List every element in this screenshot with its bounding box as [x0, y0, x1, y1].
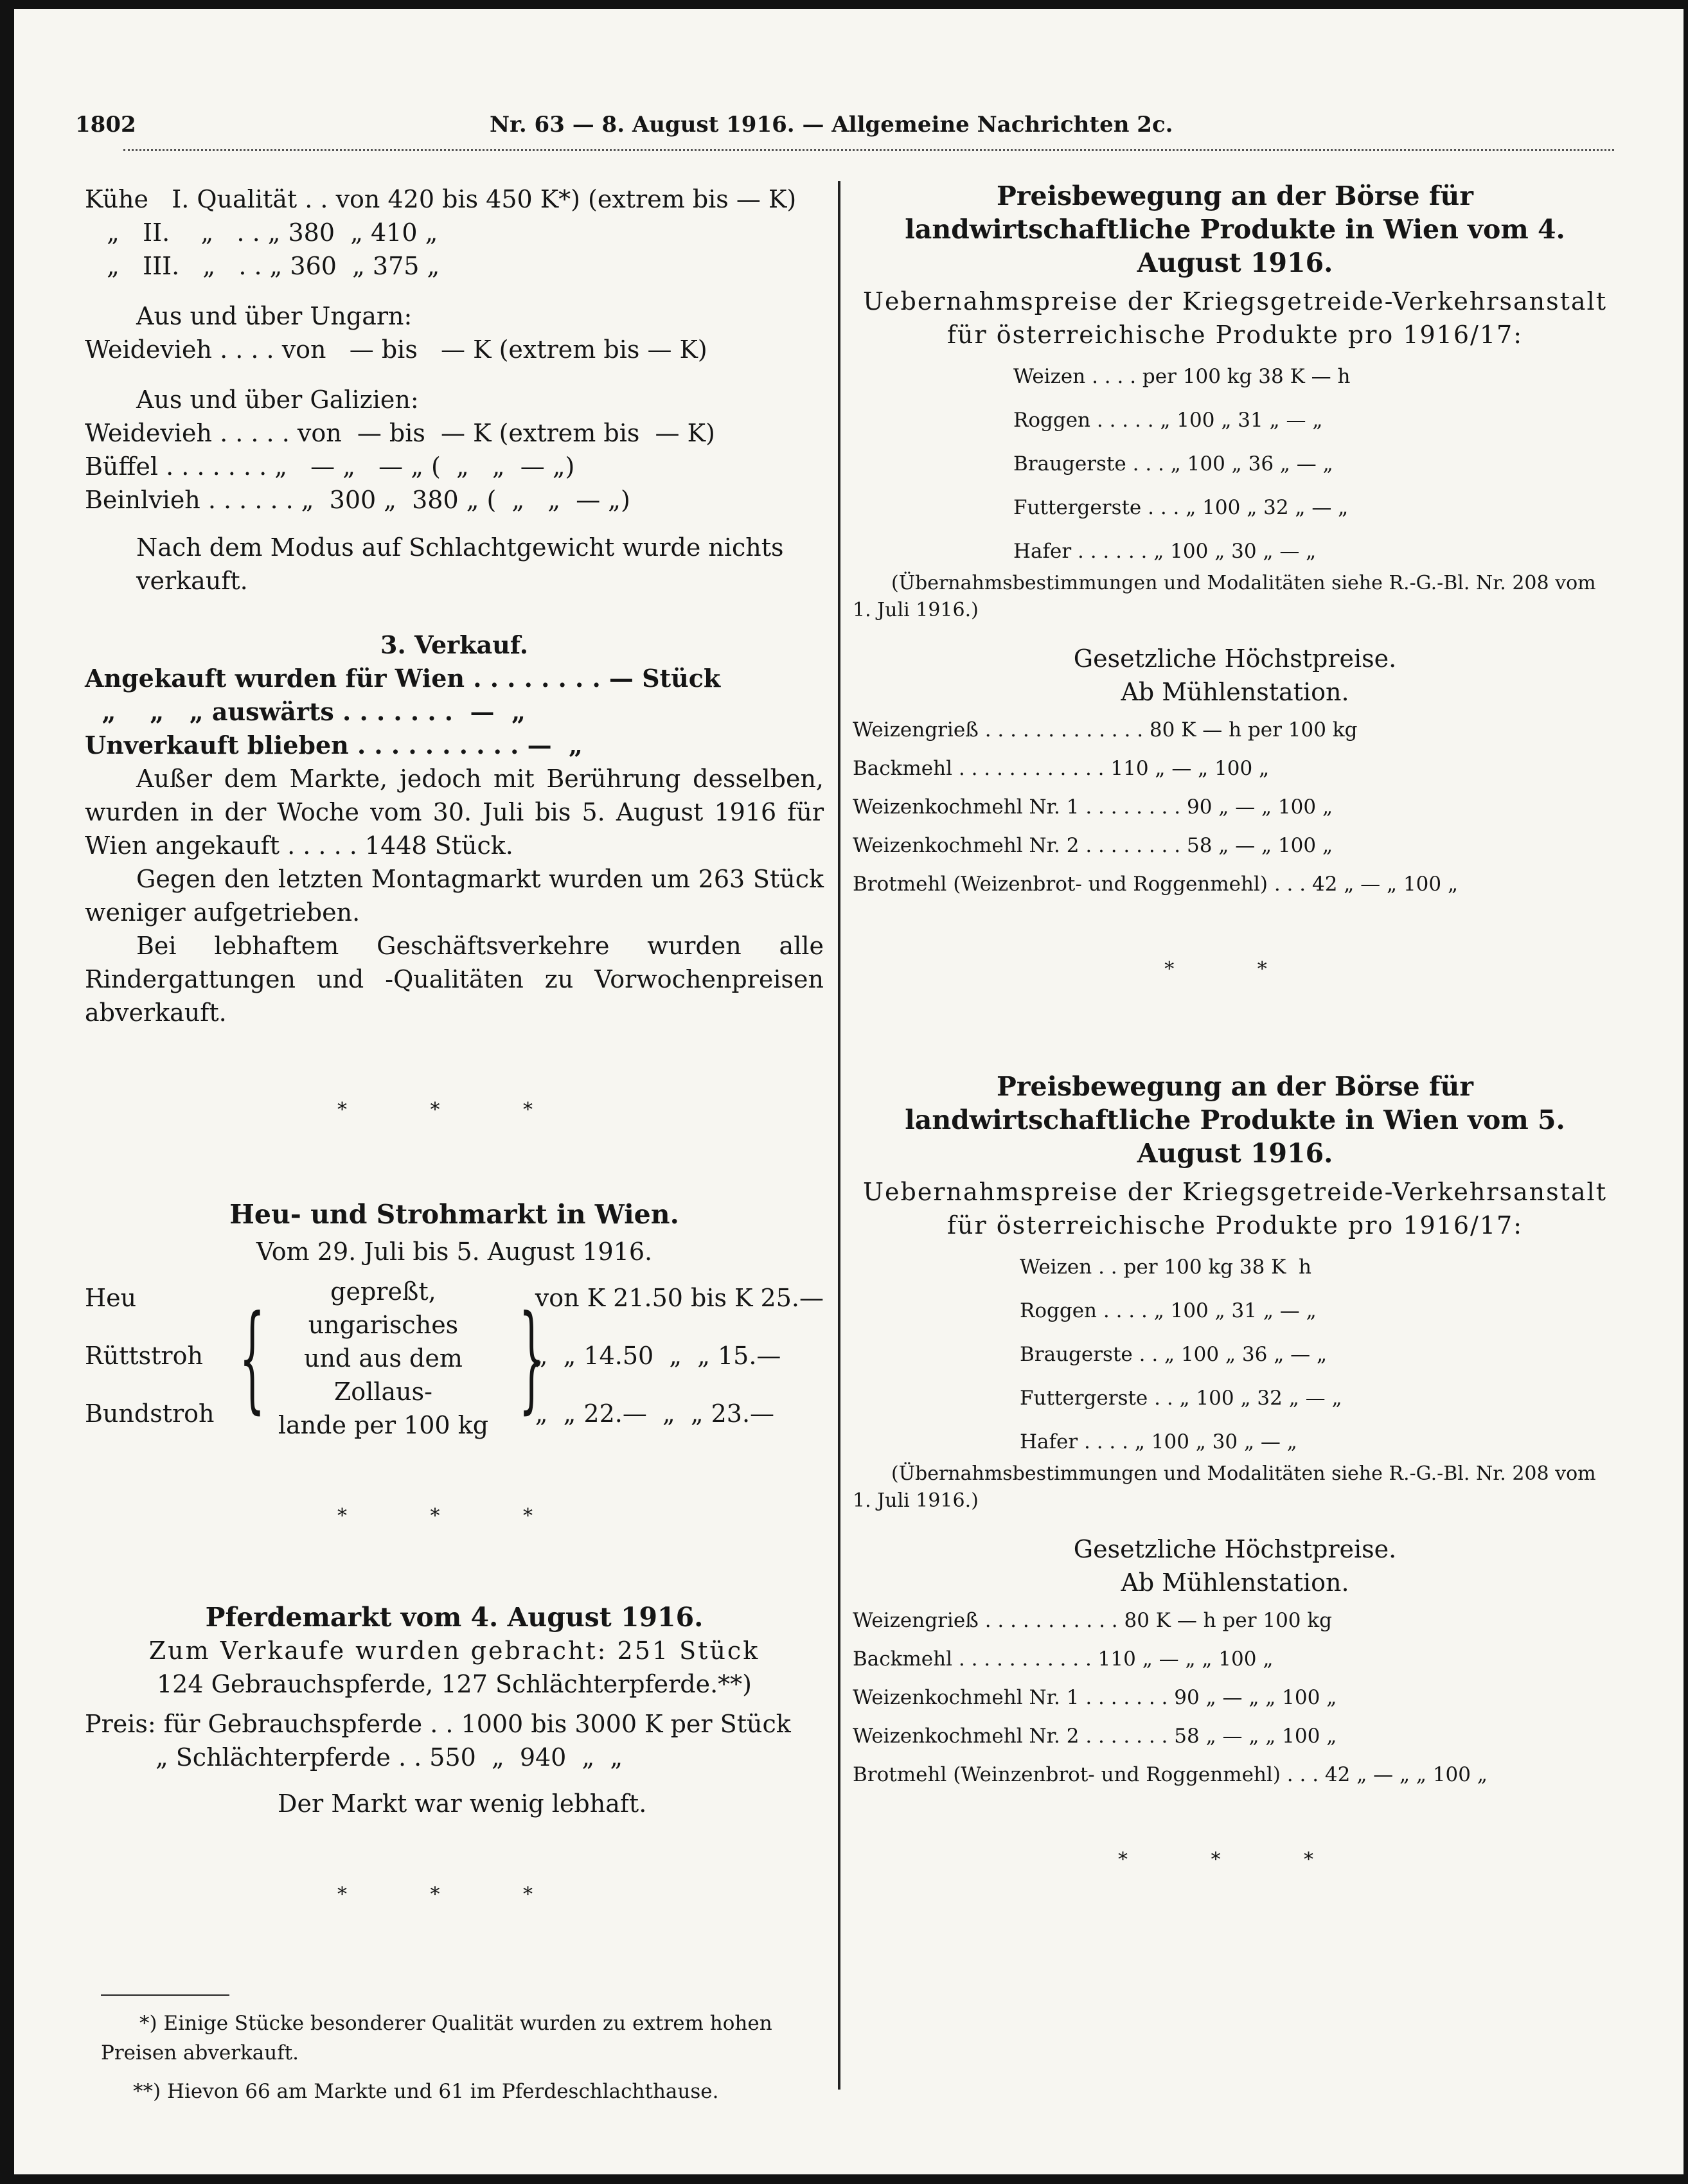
kuehe-row: „ II. „ . . „ 380 „ 410 „ — [91, 218, 438, 247]
ungarn-heading: Aus und über Ungarn: — [136, 302, 413, 330]
hp-row: Weizenkochmehl Nr. 1 . . . . . . . 90 „ — „ „ 100 „ — [853, 1686, 1337, 1709]
boerse-subtitle-1: Uebernahmspreise der Kriegsgetreide-Verkehrsanstalt für österreichische Produkte pro 1916/17: — [863, 287, 1607, 349]
verkauf-row: „ „ „ auswärts . . . . . . . — „ — [85, 697, 526, 726]
price-row: Futtergerste . . „ 100 „ 32 „ — „ — [1020, 1387, 1342, 1410]
galizien-row: Büffel . . . . . . . „ — „ — „ ( „ „ — „) — [85, 452, 575, 481]
hp-row: Backmehl . . . . . . . . . . . 110 „ — „ „ 100 „ — [853, 1647, 1274, 1671]
right-brace: } — [519, 1291, 545, 1425]
hp-row: Weizenkochmehl Nr. 2 . . . . . . . 58 „ — „ „ 100 „ — [853, 1725, 1337, 1748]
paragraph: Gegen den letzten Montagmarkt wurden um 263 Stück weniger aufgetrieben. — [85, 865, 824, 927]
price-row: Hafer . . . . „ 100 „ 30 „ — „ — [1020, 1430, 1297, 1453]
page-header — [75, 112, 1617, 144]
heu-subtitle: Vom 29. Juli bis 5. August 1916. — [256, 1238, 653, 1266]
pferde-note: Der Markt war wenig lebhaft. — [278, 1789, 647, 1818]
price-row: Futtergerste . . . „ 100 „ 32 „ — „ — [1013, 496, 1349, 519]
pferde-price-row: „ Schlächterpferde . . 550 „ 940 „ „ — [155, 1743, 623, 1771]
muehlenstation-1: Ab Mühlenstation. — [1121, 678, 1349, 706]
boerse-1-price-list — [853, 362, 1617, 570]
footnote: *) Einige Stücke besonderer Qualität wurden zu extrem hohen Preisen abverkauft. — [101, 2012, 772, 2064]
ungarn-row: Weidevieh . . . . von — bis — K (extrem bis — K) — [85, 335, 707, 364]
price-row: Weizen . . . . per 100 kg 38 K — h — [1013, 365, 1351, 388]
pferde-title: Pferdemarkt vom 4. August 1916. — [205, 1602, 704, 1633]
hp-row: Weizengrieß . . . . . . . . . . . . . 80 K — h per 100 kg — [853, 718, 1358, 741]
paragraph: Außer dem Markte, jedoch mit Berührung desselben, wurden in der Woche vom 30. Juli bis 5. August 1916 für Wien angekauft . . . . . 1448 Stück. — [85, 765, 824, 860]
galizien-heading: Aus und über Galizien: — [136, 386, 419, 414]
price-row: Braugerste . . . „ 100 „ 36 „ — „ — [1013, 452, 1333, 475]
hp-row: Weizenkochmehl Nr. 2 . . . . . . . . 58 „ — „ 100 „ — [853, 834, 1333, 857]
boerse-title-2: Preisbewegung an der Börse für landwirtschaftliche Produkte in Wien vom 5. August 1916. — [905, 1071, 1565, 1169]
heu-desc-line: und aus dem Zollaus- — [303, 1344, 463, 1406]
heu-price: von K 21.50 bis K 25.— — [535, 1284, 824, 1312]
price-row: Braugerste . . „ 100 „ 36 „ — „ — [1020, 1343, 1328, 1366]
page-number: 1802 — [75, 112, 136, 138]
price-row: Hafer . . . . . . „ 100 „ 30 „ — „ — [1013, 540, 1317, 563]
verkauf-heading: 3. Verkauf. — [380, 630, 528, 659]
running-title: Nr. 63 — 8. August 1916. — Allgemeine Nachrichten 2c. — [490, 112, 1173, 138]
hoechstpreise-list-2 — [853, 1606, 1617, 1798]
heu-desc-line: lande per 100 kg — [278, 1411, 489, 1439]
verkauf-row: Unverkauft blieben . . . . . . . . . . — „ — [85, 731, 583, 759]
galizien-row: Weidevieh . . . . . von — bis — K (extrem bis — K) — [85, 419, 715, 447]
section-stars: * * * — [337, 1505, 572, 1527]
boerse-subtitle-2: Uebernahmspreise der Kriegsgetreide-Verkehrsanstalt für österreichische Produkte pro 1916/17: — [863, 1178, 1607, 1239]
verkauf-row: Angekauft wurden für Wien . . . . . . . . — Stück — [85, 664, 721, 693]
section-stars: * * — [1164, 958, 1306, 981]
footnotes — [101, 1994, 840, 2106]
hoechstpreise-list-1 — [853, 715, 1617, 908]
heu-price-table — [85, 1275, 824, 1442]
boerse-1-note: (Übernahmsbestimmungen und Modalitäten siehe R.-G.-Bl. Nr. 208 vom 1. Juli 1916.) — [853, 572, 1596, 621]
muehlenstation-2: Ab Mühlenstation. — [1121, 1568, 1349, 1597]
heu-kind: Rüttstroh — [85, 1342, 203, 1370]
right-column — [853, 179, 1617, 1877]
header-divider — [123, 149, 1614, 151]
left-brace: { — [239, 1291, 265, 1425]
heu-kind: Bundstroh — [85, 1399, 215, 1428]
section-stars: * * * — [1117, 1849, 1353, 1871]
heu-desc-line: gepreßt, ungarisches — [308, 1277, 459, 1339]
modus-note: Nach dem Modus auf Schlachtgewicht wurde nichts verkauft. — [136, 533, 784, 595]
paragraph: Bei lebhaftem Geschäftsverkehre wurden alle Rindergattungen und -Qualitäten zu Vorwochenpreisen abverkauft. — [85, 932, 824, 1027]
footnote: **) Hievon 66 am Markte und 61 im Pferdeschlachthause. — [133, 2080, 719, 2103]
pferde-line: 124 Gebrauchspferde, 127 Schlächterpferde.**) — [157, 1670, 752, 1698]
left-column — [85, 182, 824, 1912]
heu-price: „ „ 22.— „ „ 23.— — [535, 1399, 775, 1428]
hp-row: Brotmehl (Weinzenbrot- und Roggenmehl) . . . 42 „ — „ „ 100 „ — [853, 1763, 1488, 1786]
price-row: Roggen . . . . „ 100 „ 31 „ — „ — [1020, 1299, 1317, 1322]
hp-row: Brotmehl (Weizenbrot- und Roggenmehl) . . . 42 „ — „ 100 „ — [853, 873, 1459, 896]
heu-kind: Heu — [85, 1284, 137, 1312]
price-row: Roggen . . . . . „ 100 „ 31 „ — „ — [1013, 409, 1323, 432]
heu-price: „ „ 14.50 „ „ 15.— — [535, 1342, 781, 1370]
price-row: Weizen . . per 100 kg 38 K h — [1020, 1256, 1312, 1279]
kuehe-row: Kühe I. Qualität . . von 420 bis 450 K*) (extrem bis — K) — [85, 185, 797, 213]
hoechstpreise-heading-1: Gesetzliche Höchstpreise. — [1073, 644, 1397, 673]
hp-row: Weizengrieß . . . . . . . . . . . 80 K — h per 100 kg — [853, 1609, 1333, 1632]
newspaper-page — [14, 9, 1684, 2174]
footnote-rule — [101, 1994, 229, 1996]
column-divider — [838, 181, 840, 2090]
galizien-row: Beinlvieh . . . . . . „ 300 „ 380 „ ( „ „ — „) — [85, 486, 630, 514]
hoechstpreise-heading-2: Gesetzliche Höchstpreise. — [1073, 1535, 1397, 1563]
section-stars: * * * — [337, 1883, 572, 1906]
hp-row: Backmehl . . . . . . . . . . . . 110 „ — „ 100 „ — [853, 757, 1270, 780]
boerse-title-1: Preisbewegung an der Börse für landwirtschaftliche Produkte in Wien vom 4. August 1916. — [905, 181, 1565, 278]
kuehe-row: „ III. „ . . „ 360 „ 375 „ — [91, 252, 440, 280]
pferde-price-row: Preis: für Gebrauchspferde . . 1000 bis 3000 K per Stück — [85, 1710, 791, 1738]
hp-row: Weizenkochmehl Nr. 1 . . . . . . . . 90 „ — „ 100 „ — [853, 795, 1333, 819]
boerse-2-price-list — [853, 1252, 1617, 1460]
section-stars: * * * — [337, 1099, 572, 1121]
pferde-line: Zum Verkaufe wurden gebracht: 251 Stück — [148, 1637, 760, 1665]
heu-title: Heu- und Strohmarkt in Wien. — [229, 1199, 679, 1230]
boerse-2-note: (Übernahmsbestimmungen und Modalitäten siehe R.-G.-Bl. Nr. 208 vom 1. Juli 1916.) — [853, 1462, 1596, 1512]
